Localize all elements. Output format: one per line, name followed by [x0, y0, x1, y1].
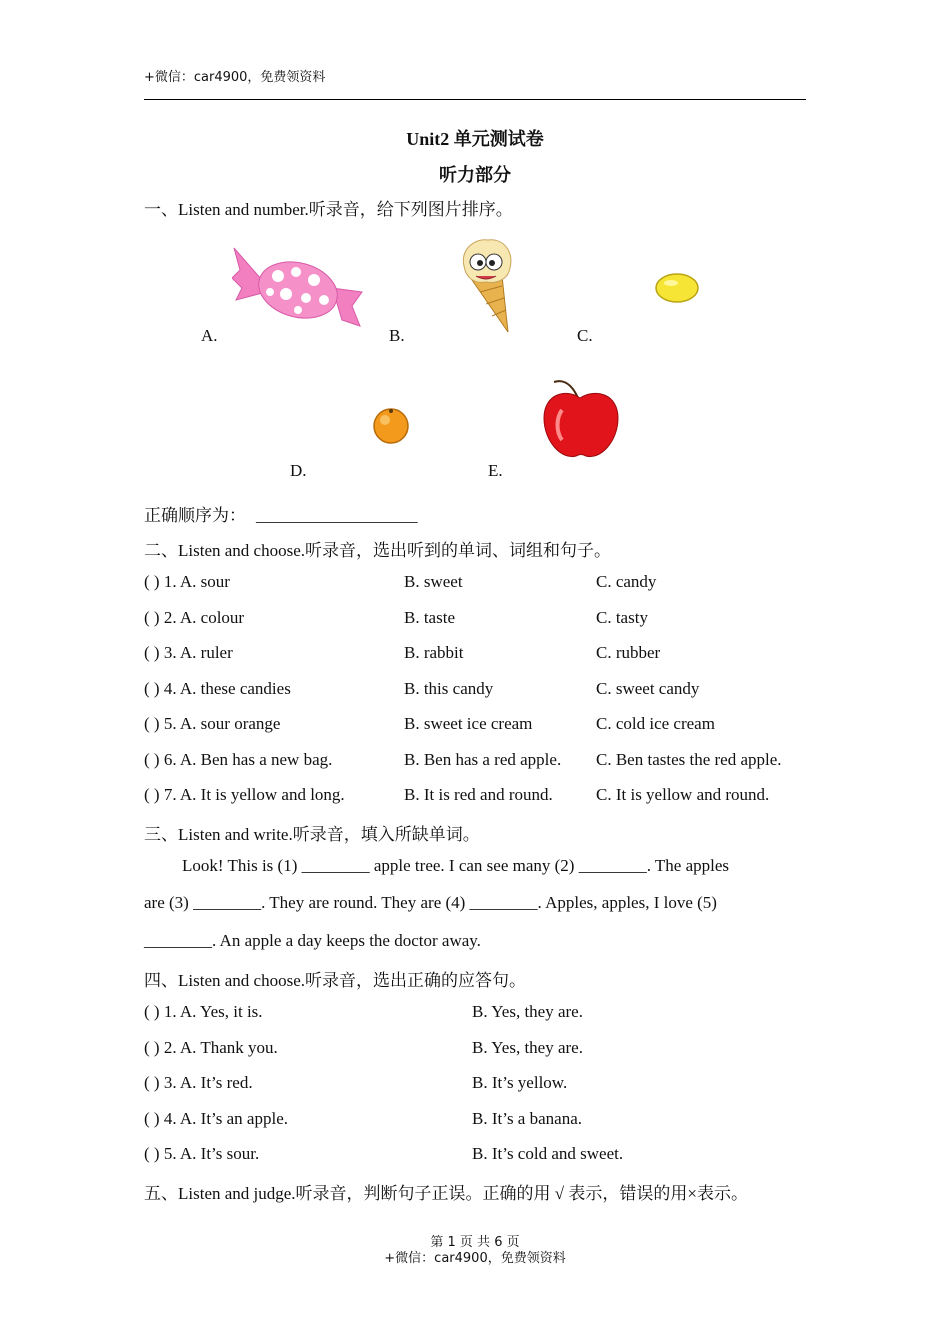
- answer-order-blank[interactable]: ___________________: [256, 506, 418, 525]
- option-b: B. taste: [404, 608, 455, 627]
- answer-order-prompt: 正确顺序为：: [144, 506, 246, 525]
- choice-row: [144, 750, 824, 774]
- candy-icon: [232, 240, 364, 332]
- cloze-line-3: ________. An apple a day keeps the doctor away.: [144, 931, 481, 950]
- choice-row: [144, 714, 824, 738]
- option-c: C. cold ice cream: [596, 714, 715, 733]
- cloze-line-1: Look! This is (1) ________ apple tree. I can see many (2) ________. The apples: [182, 856, 730, 875]
- option-a: ( ) 2. A. Thank you.: [144, 1038, 278, 1057]
- choice-row: [144, 785, 824, 809]
- option-a: ( ) 3. A. ruler: [144, 643, 233, 662]
- picture-label-d: D.: [290, 461, 307, 480]
- choice-row: [144, 608, 824, 632]
- option-a: ( ) 5. A. sour orange: [144, 714, 281, 733]
- option-a: ( ) 1. A. sour: [144, 572, 230, 591]
- section3-heading: 三、Listen and write.听录音，填入所缺单词。: [144, 825, 480, 844]
- lemon-icon: [654, 270, 700, 306]
- section1-heading: 一、Listen and number.听录音，给下列图片排序。: [144, 200, 513, 219]
- section4-heading: 四、Listen and choose.听录音，选出正确的应答句。: [144, 971, 526, 990]
- option-b: B. It’s cold and sweet.: [472, 1144, 624, 1163]
- option-b: B. sweet ice cream: [404, 714, 533, 733]
- choice-row: [144, 572, 824, 596]
- picture-label-c: C.: [577, 326, 593, 345]
- page-subtitle: 听力部分: [439, 165, 511, 185]
- picture-label-a: A.: [201, 326, 218, 345]
- option-b: B. Ben has a red apple.: [404, 750, 562, 769]
- response-row: [144, 1073, 824, 1097]
- answer-order: [144, 501, 418, 526]
- option-b: B. this candy: [404, 679, 494, 698]
- response-row: [144, 1144, 824, 1168]
- option-c: C. It is yellow and round.: [596, 785, 770, 804]
- choice-row: [144, 643, 824, 667]
- orange-icon: [371, 406, 411, 444]
- option-a: ( ) 5. A. It’s sour.: [144, 1144, 260, 1163]
- option-c: C. sweet candy: [596, 679, 700, 698]
- option-a: ( ) 2. A. colour: [144, 608, 245, 627]
- option-a: ( ) 4. A. It’s an apple.: [144, 1109, 288, 1128]
- header-wechat: +微信：car4900，免费领资料: [144, 70, 326, 85]
- choice-row: [144, 679, 824, 703]
- page-title: Unit2 单元测试卷: [406, 129, 544, 149]
- footer-wechat: +微信：car4900，免费领资料: [384, 1251, 566, 1266]
- option-a: ( ) 6. A. Ben has a new bag.: [144, 750, 333, 769]
- option-a: ( ) 4. A. these candies: [144, 679, 291, 698]
- cloze-line-2: are (3) ________. They are round. They are (4) ________. Apples, apples, I love (5): [144, 893, 717, 912]
- response-row: [144, 1002, 824, 1026]
- option-b: B. It’s a banana.: [472, 1109, 582, 1128]
- section2-heading: 二、Listen and choose.听录音，选出听到的单词、词组和句子。: [144, 541, 611, 560]
- option-b: B. rabbit: [404, 643, 464, 662]
- option-c: C. Ben tastes the red apple.: [596, 750, 782, 769]
- option-b: B. Yes, they are.: [472, 1038, 583, 1057]
- apple-icon: [540, 378, 622, 462]
- option-b: B. sweet: [404, 572, 463, 591]
- option-a: ( ) 3. A. It’s red.: [144, 1073, 253, 1092]
- response-row: [144, 1038, 824, 1062]
- section5-heading: 五、Listen and judge.听录音，判断句子正误。正确的用 √ 表示，错误的用×表示。: [144, 1184, 748, 1203]
- ice-cream-icon: [458, 236, 518, 336]
- option-b: B. Yes, they are.: [472, 1002, 583, 1021]
- option-c: C. tasty: [596, 608, 648, 627]
- picture-label-e: E.: [488, 461, 503, 480]
- option-c: C. rubber: [596, 643, 661, 662]
- option-a: ( ) 1. A. Yes, it is.: [144, 1002, 263, 1021]
- option-b: B. It’s yellow.: [472, 1073, 568, 1092]
- option-b: B. It is red and round.: [404, 785, 553, 804]
- picture-label-b: B.: [389, 326, 405, 345]
- page-number: 第 1 页 共 6 页: [430, 1235, 520, 1250]
- option-c: C. candy: [596, 572, 657, 591]
- response-row: [144, 1109, 824, 1133]
- option-a: ( ) 7. A. It is yellow and long.: [144, 785, 345, 804]
- header-rule: [144, 99, 806, 100]
